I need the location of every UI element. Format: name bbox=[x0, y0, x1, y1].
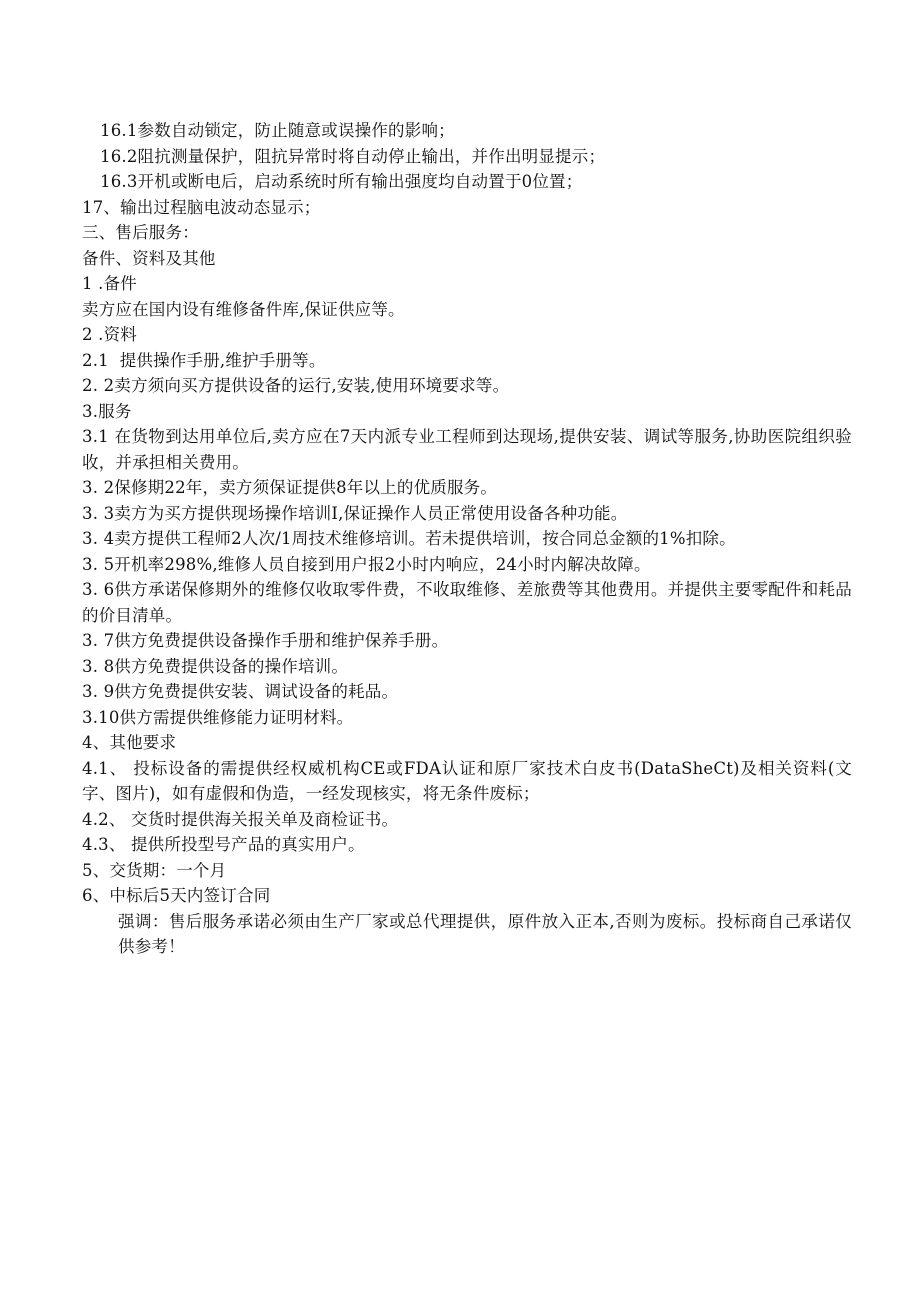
text-line-3-5: 3. 5开机率298%,维修人员自接到用户报2小时内响应，24小时内解决故障。 bbox=[82, 554, 651, 574]
text-line-3-7: 3. 7供方免费提供设备操作手册和维护保养手册。 bbox=[82, 631, 449, 650]
text-line-2-2: 2. 2卖方须向买方提供设备的运行,安装,使用环境要求等。 bbox=[82, 376, 510, 395]
text-line-16-2: 16.2阻抗测量保护，阻抗异常时将自动停止输出，并作出明显提示； bbox=[100, 146, 606, 166]
text-line-4-2: 4.2、 交货时提供海关报关单及商检证书。 bbox=[82, 809, 399, 829]
text-line-3-1: 3.1 在货物到达用单位后,卖方应在7天内派专业工程师到达现场,提供安装、调试等服务,协助医院组织验收，并承担相关费用。 bbox=[82, 427, 852, 472]
subsection-heading-spares: 备件、资料及其他 bbox=[82, 248, 216, 268]
text-line-3-3: 3. 3卖方为买方提供现场操作培训I,保证操作人员正常使用设备各种功能。 bbox=[82, 503, 628, 523]
text-line-6-contract: 6、中标后5天内签订合同 bbox=[82, 886, 271, 905]
text-line-emphasis: 强调：售后服务承诺必须由生产厂家或总代理提供，原件放入正本,否则为废标。投标商自己承诺仅供参考！ bbox=[118, 911, 852, 956]
text-line-3-10: 3.10供方需提供维修能力证明材料。 bbox=[82, 707, 354, 727]
text-line-5-delivery: 5、交货期：一个月 bbox=[82, 860, 227, 880]
document-body bbox=[82, 118, 852, 960]
text-line-16-1: 16.1参数自动锁定，防止随意或误操作的影响； bbox=[100, 121, 455, 140]
text-line-3-6: 3. 6供方承诺保修期外的维修仅收取零件费，不收取维修、差旅费等其他费用。并提供主要零配件和耗品的价目清单。 bbox=[82, 580, 852, 625]
heading-1-spare-parts: 1 .备件 bbox=[82, 274, 137, 293]
text-line-3-8: 3. 8供方免费提供设备的操作培训。 bbox=[82, 656, 349, 676]
heading-4-other-requirements: 4、其他要求 bbox=[82, 733, 177, 752]
text-line-3-2: 3. 2保修期22年，卖方须保证提供8年以上的优质服务。 bbox=[82, 478, 498, 497]
text-line-16-3: 16.3开机或断电后，启动系统时所有输出强度均自动置于0位置； bbox=[100, 172, 583, 191]
text-line-4-3: 4.3、 提供所投型号产品的真实用户。 bbox=[82, 835, 365, 854]
heading-2-materials: 2 .资料 bbox=[82, 325, 137, 344]
heading-3-service: 3.服务 bbox=[82, 401, 132, 421]
section-heading-after-sales: 三、售后服务： bbox=[82, 223, 199, 242]
text-line-spare-parts: 卖方应在国内设有维修备件库,保证供应等。 bbox=[82, 299, 405, 319]
text-line-3-4: 3. 4卖方提供工程师2人次/1周技术维修培训。若未提供培训，按合同总金额的1%扣除。 bbox=[82, 529, 736, 548]
text-line-4-1: 4.1、 投标设备的需提供经权威机构CE或FDA认证和原厂家技术白皮书(DataSheCt)及相关资料(文字、图片)，如有虚假和伪造，一经发现核实，将无条件废标； bbox=[82, 758, 852, 803]
text-line-17: 17、输出过程脑电波动态显示； bbox=[82, 197, 321, 217]
text-line-2-1: 2.1 提供操作手册,维护手册等。 bbox=[82, 350, 326, 370]
text-line-3-9: 3. 9供方免费提供安装、调试设备的耗品。 bbox=[82, 682, 399, 701]
